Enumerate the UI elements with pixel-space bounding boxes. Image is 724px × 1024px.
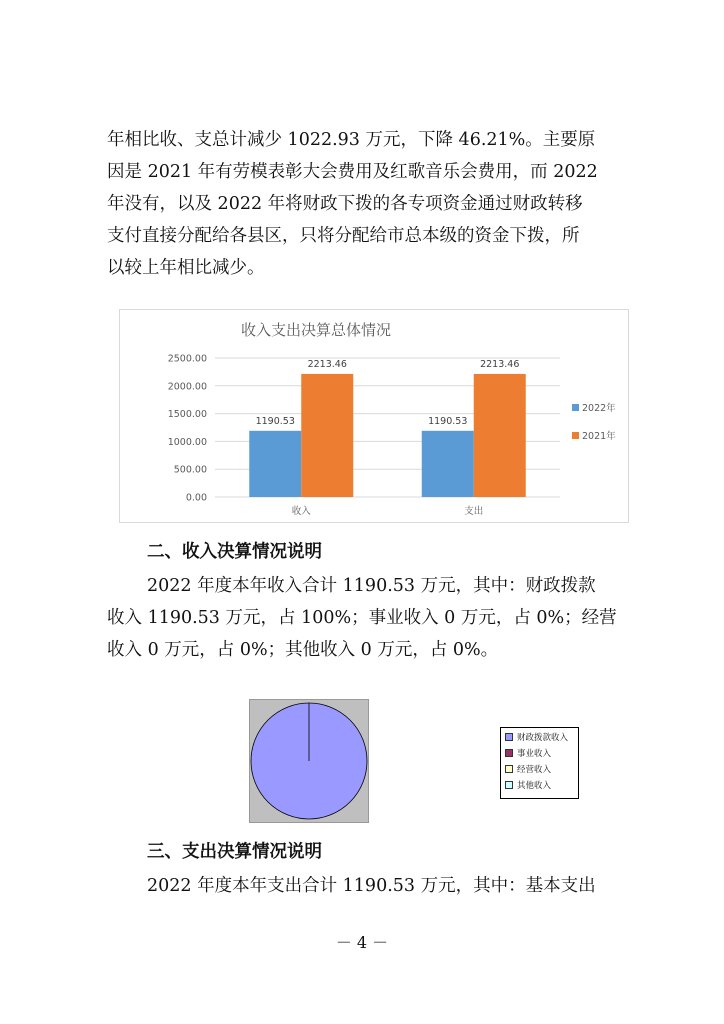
paragraph-summary bbox=[107, 124, 627, 284]
bar bbox=[422, 431, 474, 497]
legend-swatch bbox=[505, 733, 513, 741]
y-tick-label: 0.00 bbox=[185, 492, 207, 504]
text-line: 因是 2021 年有劳模表彰大会费用及红歌音乐会费用，而 2022 bbox=[107, 162, 598, 182]
text-line: 年没有，以及 2022 年将财政下拨的各专项资金通过财政转移 bbox=[107, 194, 583, 214]
pie-chart bbox=[250, 700, 368, 822]
legend-swatch bbox=[505, 781, 513, 789]
pie-legend-item bbox=[501, 745, 578, 761]
pie-legend-item bbox=[501, 777, 578, 793]
chart-title: 收入支出决算总体情况 bbox=[240, 321, 392, 339]
data-label: 1190.53 bbox=[428, 415, 468, 427]
bar bbox=[301, 374, 353, 497]
pie-chart-frame bbox=[249, 699, 369, 823]
text-line: 年相比收、支总计减少 1022.93 万元，下降 46.21%。主要原 bbox=[107, 130, 596, 150]
text-line: 支付直接分配给各县区，只将分配给市总本级的资金下拨，所 bbox=[107, 226, 580, 246]
bar-chart-frame bbox=[119, 309, 629, 523]
legend-label: 其他收入 bbox=[517, 781, 552, 791]
legend-label: 事业收入 bbox=[517, 749, 552, 759]
data-label: 1190.53 bbox=[255, 415, 295, 427]
bar bbox=[474, 374, 526, 497]
x-tick-label: 支出 bbox=[464, 506, 484, 517]
legend-swatch bbox=[505, 765, 513, 773]
bar-chart bbox=[120, 310, 628, 522]
text-line: 收入 1190.53 万元，占 100%；事业收入 0 万元，占 0%；经营 bbox=[107, 608, 617, 628]
bar bbox=[249, 431, 301, 497]
legend-swatch bbox=[572, 432, 579, 439]
paragraph-income bbox=[107, 570, 627, 666]
section-heading-income: 二、收入决算情况说明 bbox=[147, 542, 322, 562]
paragraph-expense bbox=[107, 870, 627, 902]
text-line: 2022 年度本年支出合计 1190.53 万元，其中：基本支出 bbox=[147, 876, 596, 896]
text-line: 2022 年度本年收入合计 1190.53 万元，其中：财政拨款 bbox=[147, 576, 596, 596]
y-tick-label: 2500.00 bbox=[167, 353, 207, 365]
y-tick-label: 500.00 bbox=[173, 464, 207, 476]
legend-label: 财政拨款收入 bbox=[517, 733, 569, 743]
text-line: 收入 0 万元，占 0%；其他收入 0 万元，占 0%。 bbox=[107, 640, 499, 660]
y-tick-label: 2000.00 bbox=[167, 381, 207, 393]
pie-legend bbox=[500, 727, 579, 799]
pie-legend-item bbox=[501, 761, 578, 777]
y-tick-label: 1000.00 bbox=[167, 436, 207, 448]
data-label: 2213.46 bbox=[307, 358, 347, 370]
x-tick-label: 收入 bbox=[291, 506, 311, 517]
pie-legend-item bbox=[501, 729, 578, 745]
y-tick-label: 1500.00 bbox=[167, 409, 207, 421]
page-number: － 4 － bbox=[335, 933, 389, 952]
legend-label: 经营收入 bbox=[517, 765, 552, 775]
text-line: 以较上年相比减少。 bbox=[107, 258, 265, 278]
section-heading-expense: 三、支出决算情况说明 bbox=[147, 842, 322, 862]
legend-label: 2021年 bbox=[582, 431, 616, 442]
legend-swatch bbox=[505, 749, 513, 757]
legend-label: 2022年 bbox=[582, 403, 616, 414]
legend-swatch bbox=[572, 404, 579, 411]
data-label: 2213.46 bbox=[480, 358, 520, 370]
